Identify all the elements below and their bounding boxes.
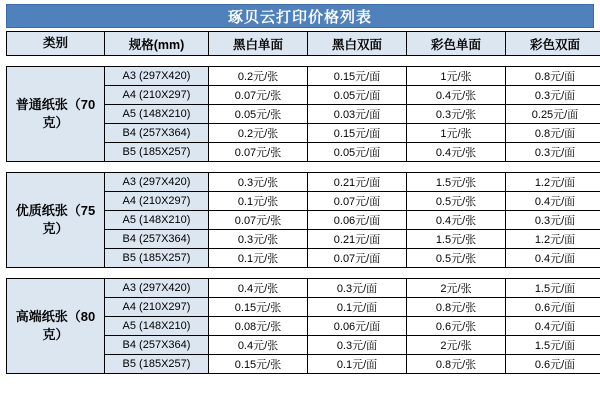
price-bw-double: 0.1元/面 (308, 298, 407, 317)
price-color-double: 0.4元/面 (506, 249, 600, 268)
table-row (7, 67, 600, 86)
price-color-double: 1.5元/面 (506, 279, 600, 298)
table-row (7, 173, 600, 192)
price-bw-double: 0.3元/面 (308, 279, 407, 298)
group-table-normal-paper (6, 66, 600, 162)
price-bw-double: 0.03元/面 (308, 105, 407, 124)
price-bw-double: 0.15元/面 (308, 124, 407, 143)
price-bw-single: 0.4元/张 (209, 279, 308, 298)
price-bw-double: 0.21元/面 (308, 230, 407, 249)
column-header-color-double: 彩色双面 (506, 32, 600, 56)
price-color-double: 0.3元/面 (506, 211, 600, 230)
price-color-double: 0.8元/面 (506, 124, 600, 143)
price-bw-double: 0.3元/面 (308, 336, 407, 355)
spec-cell: B5 (185X257) (105, 143, 209, 162)
price-bw-single: 0.4元/张 (209, 336, 308, 355)
price-color-single: 1元/张 (407, 67, 506, 86)
price-bw-single: 0.2元/张 (209, 124, 308, 143)
spec-cell: A3 (297X420) (105, 67, 209, 86)
price-color-single: 1.5元/张 (407, 230, 506, 249)
price-color-single: 0.3元/张 (407, 105, 506, 124)
price-bw-single: 0.15元/张 (209, 355, 308, 374)
header-table (6, 31, 600, 56)
column-header-color-single: 彩色单面 (407, 32, 506, 56)
price-color-double: 1.5元/面 (506, 336, 600, 355)
price-color-single: 0.8元/张 (407, 355, 506, 374)
price-bw-single: 0.15元/张 (209, 298, 308, 317)
category-label-premium: 高端纸张（80克） (7, 279, 105, 374)
price-color-single: 0.4元/张 (407, 211, 506, 230)
price-bw-double: 0.06元/面 (308, 317, 407, 336)
group-table-premium-paper (6, 278, 600, 374)
spec-cell: A5 (148X210) (105, 211, 209, 230)
spec-cell: B4 (257X364) (105, 336, 209, 355)
spec-cell: A4 (210X297) (105, 86, 209, 105)
price-bw-single: 0.1元/张 (209, 192, 308, 211)
spec-cell: B4 (257X364) (105, 124, 209, 143)
group-table-quality-paper (6, 172, 600, 268)
page-title (6, 4, 594, 28)
price-color-single: 0.4元/张 (407, 143, 506, 162)
price-color-double: 0.3元/面 (506, 86, 600, 105)
gap-after-quality (6, 268, 594, 278)
column-header-spec: 规格(mm) (105, 32, 209, 56)
price-color-double: 0.6元/面 (506, 298, 600, 317)
spec-cell: B5 (185X257) (105, 355, 209, 374)
price-color-single: 0.4元/张 (407, 86, 506, 105)
column-header-bw-double: 黑白双面 (308, 32, 407, 56)
price-color-single: 2元/张 (407, 336, 506, 355)
price-bw-single: 0.1元/张 (209, 249, 308, 268)
spec-cell: B5 (185X257) (105, 249, 209, 268)
price-bw-double: 0.07元/面 (308, 249, 407, 268)
price-bw-single: 0.3元/张 (209, 173, 308, 192)
price-bw-double: 0.21元/面 (308, 173, 407, 192)
price-color-single: 0.6元/张 (407, 317, 506, 336)
gap-after-normal (6, 162, 594, 172)
table-header-row (7, 32, 600, 56)
price-color-single: 1元/张 (407, 124, 506, 143)
price-bw-single: 0.05元/张 (209, 105, 308, 124)
price-bw-single: 0.07元/张 (209, 143, 308, 162)
price-bw-single: 0.2元/张 (209, 67, 308, 86)
price-bw-double: 0.1元/面 (308, 355, 407, 374)
spec-cell: A3 (297X420) (105, 279, 209, 298)
price-bw-single: 0.07元/张 (209, 86, 308, 105)
category-label-normal: 普通纸张（70克） (7, 67, 105, 162)
spec-cell: A5 (148X210) (105, 105, 209, 124)
price-color-double: 1.2元/面 (506, 173, 600, 192)
price-color-double: 0.8元/面 (506, 67, 600, 86)
price-color-double: 0.25元/面 (506, 105, 600, 124)
category-label-quality: 优质纸张（75克） (7, 173, 105, 268)
spec-cell: A5 (148X210) (105, 317, 209, 336)
gap-after-header (6, 56, 594, 66)
price-color-double: 0.4元/面 (506, 192, 600, 211)
price-bw-single: 0.3元/张 (209, 230, 308, 249)
spec-cell: A4 (210X297) (105, 192, 209, 211)
price-color-single: 0.5元/张 (407, 192, 506, 211)
spec-cell: A4 (210X297) (105, 298, 209, 317)
price-color-single: 1.5元/张 (407, 173, 506, 192)
price-color-double: 1.2元/面 (506, 230, 600, 249)
price-color-double: 0.3元/面 (506, 143, 600, 162)
column-header-category: 类别 (7, 32, 105, 56)
price-color-single: 0.5元/张 (407, 249, 506, 268)
price-color-double: 0.4元/面 (506, 317, 600, 336)
price-color-single: 0.8元/张 (407, 298, 506, 317)
price-bw-single: 0.08元/张 (209, 317, 308, 336)
price-color-double: 0.6元/面 (506, 355, 600, 374)
price-bw-double: 0.05元/面 (308, 143, 407, 162)
table-row (7, 279, 600, 298)
price-color-single: 2元/张 (407, 279, 506, 298)
price-bw-double: 0.15元/面 (308, 67, 407, 86)
price-bw-single: 0.07元/张 (209, 211, 308, 230)
page-title-text: 琢贝云打印价格列表 (227, 8, 372, 26)
price-bw-double: 0.07元/面 (308, 192, 407, 211)
column-header-bw-single: 黑白单面 (209, 32, 308, 56)
spec-cell: B4 (257X364) (105, 230, 209, 249)
price-bw-double: 0.05元/面 (308, 86, 407, 105)
spec-cell: A3 (297X420) (105, 173, 209, 192)
price-bw-double: 0.06元/面 (308, 211, 407, 230)
